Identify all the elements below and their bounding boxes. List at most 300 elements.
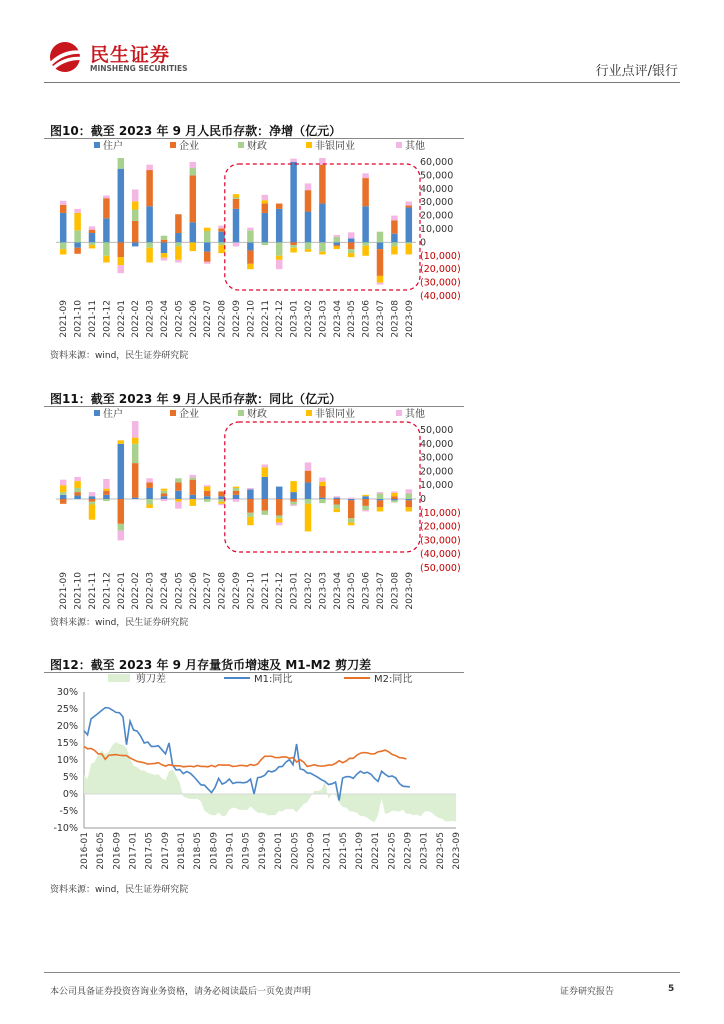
bar-2023-04-1 — [334, 245, 340, 246]
bar-2023-04-3 — [334, 246, 340, 249]
bar-2021-09-1 — [60, 499, 66, 504]
x-tick-label: 2021-10 — [73, 572, 84, 610]
bar-2023-09-1 — [406, 500, 412, 507]
bar-2021-10-2 — [74, 488, 80, 492]
bar-2023-09-2 — [406, 242, 412, 243]
bar-2023-03-0 — [319, 498, 325, 499]
bar-2022-11-2 — [262, 242, 268, 245]
x-tick-label: 2019-05 — [241, 832, 252, 870]
x-tick-label: 2021-09 — [354, 832, 365, 870]
bar-2023-01-3 — [290, 481, 296, 492]
bar-2022-06-3 — [190, 499, 196, 506]
bar-2022-12-0 — [276, 209, 282, 243]
bar-2021-10-4 — [74, 209, 80, 213]
bar-2022-09-4 — [233, 242, 239, 246]
bar-2021-09-4 — [60, 480, 66, 486]
bar-2021-12-3 — [103, 489, 109, 491]
bar-2023-03-1 — [319, 165, 325, 204]
bar-2022-03-3 — [146, 505, 152, 508]
legend-swatch-2 — [238, 410, 244, 416]
legend — [94, 139, 425, 152]
bar-2022-04-1 — [161, 240, 167, 243]
y-tick-label: 20,000 — [420, 210, 454, 222]
bar-2023-08-3 — [391, 493, 397, 496]
bar-2023-08-3 — [391, 246, 397, 254]
bar-2023-08-4 — [391, 491, 397, 492]
bar-2023-09-1 — [406, 206, 412, 208]
x-tick-label: 2020-09 — [306, 832, 317, 870]
bar-2021-11-2 — [89, 502, 95, 505]
bar-2023-05-4 — [348, 498, 354, 499]
bar-2023-07-0 — [377, 499, 383, 500]
bar-2023-05-3 — [348, 522, 354, 525]
bar-2023-05-1 — [348, 242, 354, 249]
bar-2021-11-3 — [89, 245, 95, 248]
x-tick-label: 2023-03 — [318, 300, 329, 338]
bar-2023-08-2 — [391, 242, 397, 246]
bar-2023-01-0 — [290, 492, 296, 499]
bar-2022-02-3 — [132, 202, 138, 210]
x-tick-label: 2023-01 — [289, 572, 300, 610]
x-tick-label: 2023-07 — [376, 300, 386, 338]
legend-swatch-0 — [94, 142, 100, 148]
bar-2022-06-0 — [190, 495, 196, 499]
legend-label-4: 其他 — [405, 141, 425, 152]
y-tick-label: 25% — [56, 704, 78, 715]
x-tick-label: 2023-09 — [404, 572, 415, 610]
bar-2022-11-0 — [262, 477, 268, 499]
x-tick-label: 2022-07 — [203, 300, 214, 338]
x-tick-label: 2022-03 — [145, 300, 156, 338]
figure-11-title: 图11：截至 2023 年 9 月人民币存款：同比（亿元） — [50, 392, 342, 406]
legend — [108, 672, 412, 685]
bar-2022-10-2 — [247, 513, 253, 517]
x-tick-label: 2022-04 — [160, 300, 170, 338]
bar-2021-11-1 — [89, 499, 95, 502]
bar-2023-01-2 — [290, 245, 296, 248]
bar-2022-12-3 — [276, 256, 282, 260]
bar-2022-02-0 — [132, 498, 138, 499]
bar-2023-05-3 — [348, 253, 354, 257]
bar-2023-08-0 — [391, 234, 397, 243]
bar-2022-05-0 — [175, 491, 181, 499]
bar-2023-08-1 — [391, 220, 397, 233]
bar-2022-12-3 — [276, 518, 282, 522]
bar-2023-06-4 — [362, 510, 368, 511]
y-tick-label: 5% — [62, 772, 78, 783]
bar-2023-09-0 — [406, 499, 412, 500]
y-tick-label: (40,000) — [420, 291, 461, 302]
bar-2022-10-2 — [247, 230, 253, 242]
bar-2021-10-0 — [74, 496, 80, 499]
x-tick-label: 2021-11 — [88, 300, 98, 338]
bar-2021-09-2 — [60, 492, 66, 495]
bar-2021-12-1 — [103, 198, 109, 218]
legend — [94, 407, 425, 420]
bar-2022-11-3 — [262, 200, 268, 203]
y-tick-label: 10,000 — [420, 224, 454, 235]
bar-2021-12-4 — [103, 196, 109, 199]
bar-2022-02-1 — [132, 221, 138, 242]
x-tick-label: 2018-01 — [177, 832, 188, 870]
bar-2023-01-0 — [290, 162, 296, 242]
bar-2022-11-3 — [262, 467, 268, 477]
bar-2023-08-2 — [391, 500, 397, 502]
bar-2022-08-1 — [218, 228, 224, 231]
logo-text-en: MINSHENG SECURITIES — [90, 64, 188, 73]
x-tick-label: 2022-04 — [160, 572, 170, 610]
figure-12-source: 资料来源：wind，民生证券研究院 — [50, 885, 189, 895]
bar-2023-06-1 — [362, 178, 368, 206]
bar-2022-10-3 — [247, 517, 253, 525]
bar-2022-12-1 — [276, 204, 282, 209]
bar-2021-10-3 — [74, 213, 80, 230]
bar-2023-07-1 — [377, 249, 383, 276]
bar-2022-01-2 — [118, 524, 124, 531]
y-tick-label: -10% — [53, 823, 78, 834]
bar-2021-12-1 — [103, 491, 109, 495]
bar-2022-11-4 — [262, 195, 268, 200]
bar-2022-03-0 — [146, 206, 152, 242]
bar-2023-05-0 — [348, 499, 354, 500]
bar-2022-11-1 — [262, 499, 268, 511]
figure-11-source: 资料来源：wind，民生证券研究院 — [50, 618, 189, 628]
bar-2023-02-2 — [305, 499, 311, 504]
x-tick-label: 2022-06 — [188, 300, 199, 338]
x-tick-label: 2022-05 — [174, 300, 185, 338]
bar-2022-05-4 — [175, 260, 181, 263]
y-tick-label: 15% — [56, 738, 78, 749]
bar-2022-07-2 — [204, 499, 210, 502]
bar-2022-05-2 — [175, 242, 181, 246]
y-tick-label: 50,000 — [420, 425, 454, 436]
x-tick-label: 2021-09 — [59, 300, 70, 338]
bar-2022-09-1 — [233, 199, 239, 209]
bar-2022-03-2 — [146, 499, 152, 505]
bar-2023-01-1 — [290, 242, 296, 245]
x-tick-label: 2016-05 — [96, 832, 107, 870]
bar-2022-02-2 — [132, 210, 138, 221]
bar-2022-06-2 — [190, 478, 196, 480]
y-tick-label: (10,000) — [420, 507, 461, 519]
x-tick-label: 2021-10 — [73, 300, 84, 338]
bar-2023-04-3 — [334, 509, 340, 512]
bar-2023-02-1 — [305, 190, 311, 211]
x-tick-label: 2023-09 — [404, 300, 415, 338]
x-tick-label: 2022-05 — [174, 572, 185, 610]
bar-2023-01-1 — [290, 499, 296, 502]
x-tick-label: 2017-05 — [144, 832, 155, 870]
bar-2023-07-3 — [377, 276, 383, 283]
legend-label-1: 企业 — [179, 409, 199, 420]
x-tick-label: 2022-08 — [217, 572, 228, 610]
bar-2023-01-4 — [290, 159, 296, 162]
bar-2021-12-0 — [103, 495, 109, 499]
legend-swatch-2 — [238, 142, 244, 148]
y-tick-label: (10,000) — [420, 250, 461, 262]
bar-2022-09-4 — [233, 499, 239, 502]
y-tick-label: 50,000 — [420, 170, 454, 182]
figure-10-source: 资料来源：wind，民生证券研究院 — [50, 351, 189, 361]
bar-2022-08-1 — [218, 491, 224, 496]
bar-2022-08-2 — [218, 242, 224, 245]
bar-2022-08-3 — [218, 502, 224, 504]
bar-2021-11-2 — [89, 242, 95, 245]
x-tick-label: 2018-09 — [209, 832, 220, 870]
y-tick-label: 20% — [56, 721, 78, 732]
x-tick-label: 2023-06 — [361, 572, 372, 610]
legend-label-1: M1:同比 — [254, 674, 293, 685]
legend-swatch-3 — [306, 142, 312, 148]
bar-2023-07-4 — [377, 492, 383, 493]
y-tick-label: 20,000 — [420, 466, 454, 478]
bar-2023-08-1 — [391, 496, 397, 499]
bar-2022-10-4 — [247, 228, 253, 231]
bar-2022-07-3 — [204, 487, 210, 491]
footer-divider — [44, 972, 680, 973]
x-tick-label: 2021-12 — [102, 300, 113, 338]
bar-2022-12-1 — [276, 499, 282, 516]
bar-2021-11-4 — [89, 226, 95, 229]
x-tick-label: 2021-01 — [322, 832, 333, 870]
x-tick-label: 2023-04 — [332, 300, 343, 338]
bar-2022-08-3 — [218, 245, 224, 253]
bar-2021-12-2 — [103, 499, 109, 501]
x-tick-label: 2019-01 — [225, 832, 236, 870]
bar-2022-10-4 — [247, 488, 253, 489]
bar-2023-02-2 — [305, 242, 311, 249]
legend-label-3: 非银同业 — [315, 409, 355, 420]
logo-text-cn: 民生证券 — [90, 44, 171, 66]
y-tick-label: 0 — [420, 237, 427, 249]
x-tick-label: 2022-09 — [232, 300, 242, 338]
bar-2023-07-2 — [377, 493, 383, 499]
bar-2023-01-3 — [290, 248, 296, 253]
legend-label-2: 财政 — [247, 409, 267, 420]
bar-2022-08-0 — [218, 232, 224, 243]
bar-2022-02-1 — [132, 463, 138, 498]
y-tick-label: (30,000) — [420, 535, 461, 547]
bar-2023-03-0 — [319, 204, 325, 243]
bar-2021-11-4 — [89, 492, 95, 496]
bar-2023-07-0 — [377, 242, 383, 249]
bar-2022-04-0 — [161, 242, 167, 253]
bar-2021-09-1 — [60, 205, 66, 213]
bar-2022-07-2 — [204, 231, 210, 242]
y-tick-label: (20,000) — [420, 264, 461, 276]
bar-2022-01-3 — [118, 440, 124, 443]
bar-2022-09-2 — [233, 198, 239, 199]
bar-2022-04-1 — [161, 493, 167, 496]
bar-2021-11-1 — [89, 230, 95, 233]
x-tick-label: 2023-09 — [452, 832, 462, 870]
x-tick-label: 2021-12 — [102, 572, 113, 610]
bar-2022-11-0 — [262, 213, 268, 242]
bar-2023-08-4 — [391, 216, 397, 221]
bar-2023-06-2 — [362, 242, 368, 245]
bar-2022-09-3 — [233, 194, 239, 197]
bar-2023-09-4 — [406, 489, 412, 493]
bar-2021-10-2 — [74, 230, 80, 242]
figure-12-title: 图12：截至 2023 年 9 月存量货币增速及 M1-M2 剪刀差 — [50, 658, 372, 672]
legend-label-1: 企业 — [179, 141, 199, 152]
bar-2023-04-0 — [334, 498, 340, 499]
bar-2021-10-4 — [74, 477, 80, 481]
bar-2022-01-4 — [118, 265, 124, 273]
bar-2023-06-4 — [362, 173, 368, 178]
x-tick-label: 2023-05 — [347, 300, 358, 338]
bar-2022-04-3 — [161, 489, 167, 491]
bar-2021-12-3 — [103, 256, 109, 263]
bar-2023-06-3 — [362, 495, 368, 496]
bar-2023-03-1 — [319, 486, 325, 498]
bar-2022-10-1 — [247, 499, 253, 513]
x-tick-label: 2023-05 — [347, 572, 358, 610]
bar-2022-08-2 — [218, 499, 224, 502]
x-tick-label: 2017-09 — [160, 832, 171, 870]
bar-2022-12-0 — [276, 487, 282, 499]
bar-2022-05-2 — [175, 478, 181, 482]
y-tick-label: 30,000 — [420, 197, 454, 209]
bar-2021-12-0 — [103, 218, 109, 242]
x-tick-label: 2022-01 — [371, 832, 382, 870]
bar-2022-01-4 — [118, 531, 124, 541]
bar-2022-08-0 — [218, 496, 224, 499]
bar-2021-10-1 — [74, 248, 80, 254]
bar-2023-07-4 — [377, 283, 383, 285]
bar-2022-08-4 — [218, 226, 224, 229]
bar-2021-11-3 — [89, 505, 95, 520]
bar-2022-02-3 — [132, 438, 138, 444]
y-tick-label: (50,000) — [420, 563, 461, 574]
legend-swatch-1 — [170, 142, 176, 148]
bar-2022-08-4 — [218, 504, 224, 505]
legend-swatch-4 — [396, 410, 402, 416]
legend-label-0: 住户 — [103, 141, 123, 152]
bar-2022-10-3 — [247, 264, 253, 269]
bar-2023-02-4 — [305, 183, 311, 190]
y-tick-label: (40,000) — [420, 549, 461, 561]
x-tick-label: 2023-01 — [289, 300, 300, 338]
y-tick-label: (30,000) — [420, 277, 461, 289]
x-tick-label: 2022-02 — [131, 300, 142, 338]
bar-2021-09-0 — [60, 213, 66, 242]
x-tick-label: 2022-10 — [246, 300, 257, 338]
bar-2022-02-4 — [132, 189, 138, 201]
legend-swatch-4 — [396, 142, 402, 148]
report-category: 行业点评/银行 — [595, 64, 678, 79]
bar-2021-11-0 — [89, 233, 95, 242]
bar-2022-03-4 — [146, 478, 152, 482]
bar-2023-09-0 — [406, 208, 412, 243]
bar-2022-07-0 — [204, 496, 210, 499]
bar-2022-01-0 — [118, 444, 124, 499]
x-tick-label: 2022-12 — [275, 300, 286, 338]
x-tick-label: 2023-08 — [390, 572, 401, 610]
bar-2022-05-1 — [175, 214, 181, 233]
y-tick-label: 60,000 — [420, 157, 454, 168]
x-tick-label: 2023-01 — [419, 832, 430, 870]
bar-2022-01-3 — [118, 257, 124, 265]
x-tick-label: 2022-11 — [260, 572, 271, 610]
y-tick-label: -5% — [59, 806, 78, 817]
x-tick-label: 2023-04 — [332, 572, 343, 610]
y-tick-label: 0 — [420, 494, 427, 505]
bar-2023-06-0 — [362, 206, 368, 242]
figure-11-chart — [44, 406, 484, 612]
bar-2022-10-0 — [247, 489, 253, 499]
legend-label-3: 非银同业 — [315, 141, 355, 152]
bar-2022-05-0 — [175, 233, 181, 242]
x-tick-label: 2021-05 — [338, 832, 349, 870]
logo-mark-icon — [46, 40, 86, 74]
x-tick-label: 2022-07 — [203, 572, 214, 610]
figure-12-chart — [44, 672, 484, 880]
bar-2022-05-3 — [175, 499, 181, 502]
bar-2022-09-0 — [233, 209, 239, 243]
bar-2021-12-4 — [103, 479, 109, 489]
bar-2023-04-2 — [334, 505, 340, 509]
bar-2022-03-0 — [146, 488, 152, 499]
bar-2023-04-4 — [334, 496, 340, 497]
bar-2022-09-0 — [233, 495, 239, 499]
bar-2022-07-0 — [204, 242, 210, 251]
legend-swatch-3 — [306, 410, 312, 416]
bar-2022-06-1 — [190, 480, 196, 495]
x-tick-label: 2018-05 — [193, 832, 204, 870]
bar-2023-05-0 — [348, 238, 354, 242]
bar-2023-03-4 — [319, 478, 325, 482]
y-tick-label: (20,000) — [420, 521, 461, 533]
header-divider — [44, 82, 680, 83]
bar-2022-12-2 — [276, 516, 282, 519]
bar-2022-03-1 — [146, 170, 152, 206]
figure-10-title: 图10：截至 2023 年 9 月人民币存款：净增（亿元） — [50, 124, 342, 138]
bar-2023-04-2 — [334, 237, 340, 242]
x-tick-label: 2022-05 — [387, 832, 398, 870]
bar-2022-04-4 — [161, 499, 167, 501]
bar-2023-09-2 — [406, 493, 412, 499]
legend-label-2: M2:同比 — [374, 674, 413, 685]
footer-disclaimer: 本公司具备证券投资咨询业务资格，请务必阅读最后一页免责声明 — [50, 987, 312, 997]
x-tick-label: 2023-05 — [435, 832, 446, 870]
bar-2022-11-1 — [262, 204, 268, 213]
bar-2022-06-4 — [190, 475, 196, 478]
x-tick-label: 2022-02 — [131, 572, 142, 610]
bar-2022-03-4 — [146, 165, 152, 170]
y-tick-label: 10,000 — [420, 480, 454, 492]
bar-2023-02-0 — [305, 482, 311, 499]
bar-2023-09-3 — [406, 244, 412, 255]
bar-2022-06-1 — [190, 175, 196, 222]
x-tick-label: 2023-07 — [376, 572, 386, 610]
x-tick-label: 2023-02 — [304, 572, 314, 610]
bar-2021-09-3 — [60, 485, 66, 492]
bar-2022-10-0 — [247, 242, 253, 250]
bar-2023-02-0 — [305, 212, 311, 243]
bar-2022-06-0 — [190, 222, 196, 242]
x-tick-label: 2016-01 — [80, 832, 90, 870]
footer-report-type: 证券研究报告 — [560, 987, 615, 997]
bar-2022-07-4 — [204, 485, 210, 486]
bar-2022-12-4 — [276, 522, 282, 525]
minsheng-logo — [46, 40, 188, 80]
x-tick-label: 2022-11 — [260, 300, 271, 338]
x-tick-label: 2023-03 — [318, 572, 329, 610]
bar-2023-06-1 — [362, 499, 368, 506]
bar-2023-02-1 — [305, 471, 311, 483]
x-tick-label: 2022-03 — [145, 572, 156, 610]
